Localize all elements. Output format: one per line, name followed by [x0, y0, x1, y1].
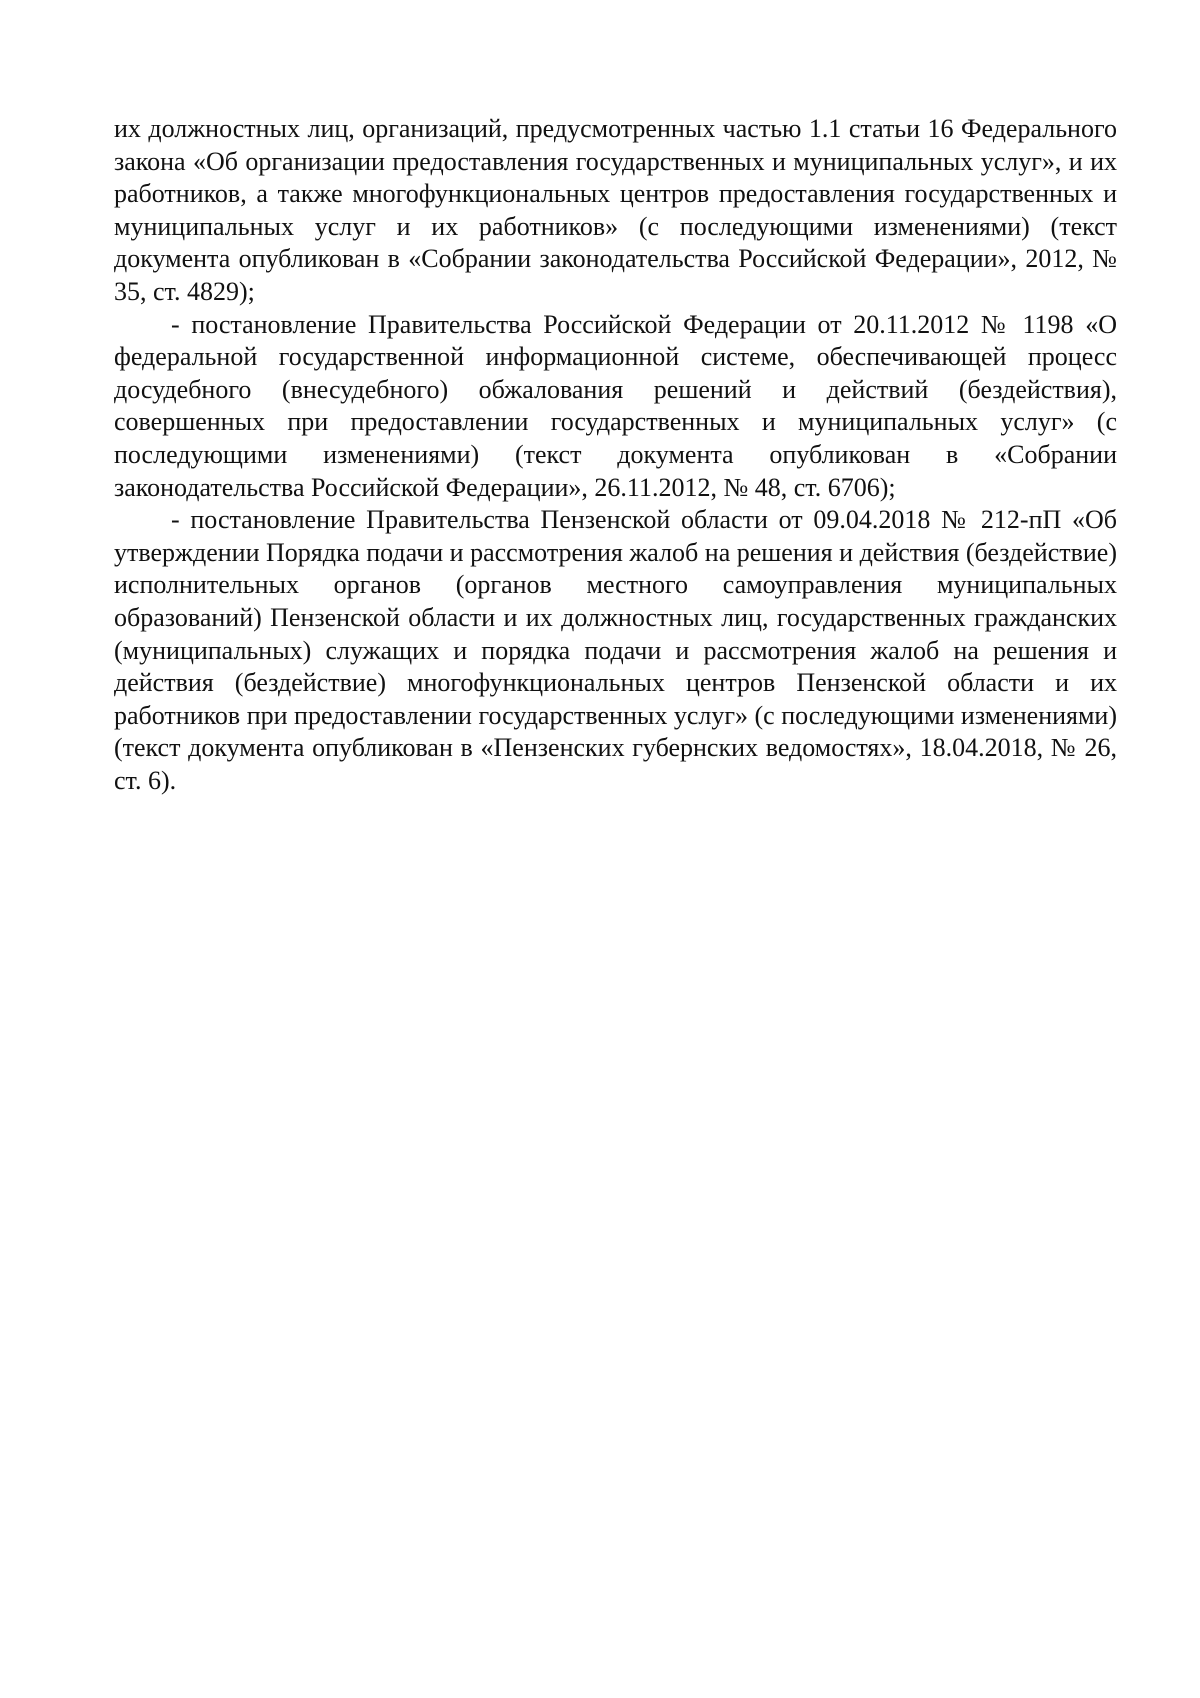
paragraph-continuation: их должностных лиц, организаций, предусмотренных частью 1.1 статьи 16 Федерального закона «Об организации предоставления государственных и муниципальных услуг», и их работников, а также многофункциональных центров предоставления государственных и муниципальных услуг и их работников» (с последующими изменениями) (текст документа опубликован в «Собрании законодательства Российской Федерации», 2012, № 35, ст. 4829);	[114, 114, 1117, 306]
paragraph-resolution-1198: - постановление Правительства Российской Федерации от 20.11.2012 № 1198 «О федеральной государственной информационной системе, обеспечивающей процесс досудебного (внесудебного) обжалования решений и действий (бездействия), совершенных при предоставлении государственных и муниципальных услуг» (с последующими изменениями) (текст документа опубликован в «Собрании законодательства Российской Федерации», 26.11.2012, № 48, ст. 6706);	[114, 309, 1117, 502]
paragraph-resolution-212pp: - постановление Правительства Пензенской области от 09.04.2018 № 212-пП «Об утверждении Порядка подачи и рассмотрения жалоб на решения и действия (бездействие) исполнительных органов (органов местного самоуправления муниципальных образований) Пензенской области и их должностных лиц, государственных гражданских (муниципальных) служащих и порядка подачи и рассмотрения жалоб на решения и действия (бездействие) многофункциональных центров Пензенской области и их работников при предоставлении государственных услуг» (с последующими изменениями) (текст документа опубликован в «Пензенских губернских ведомостях», 18.04.2018, № 26, ст. 6).	[114, 505, 1118, 795]
document-body	[114, 113, 1117, 797]
